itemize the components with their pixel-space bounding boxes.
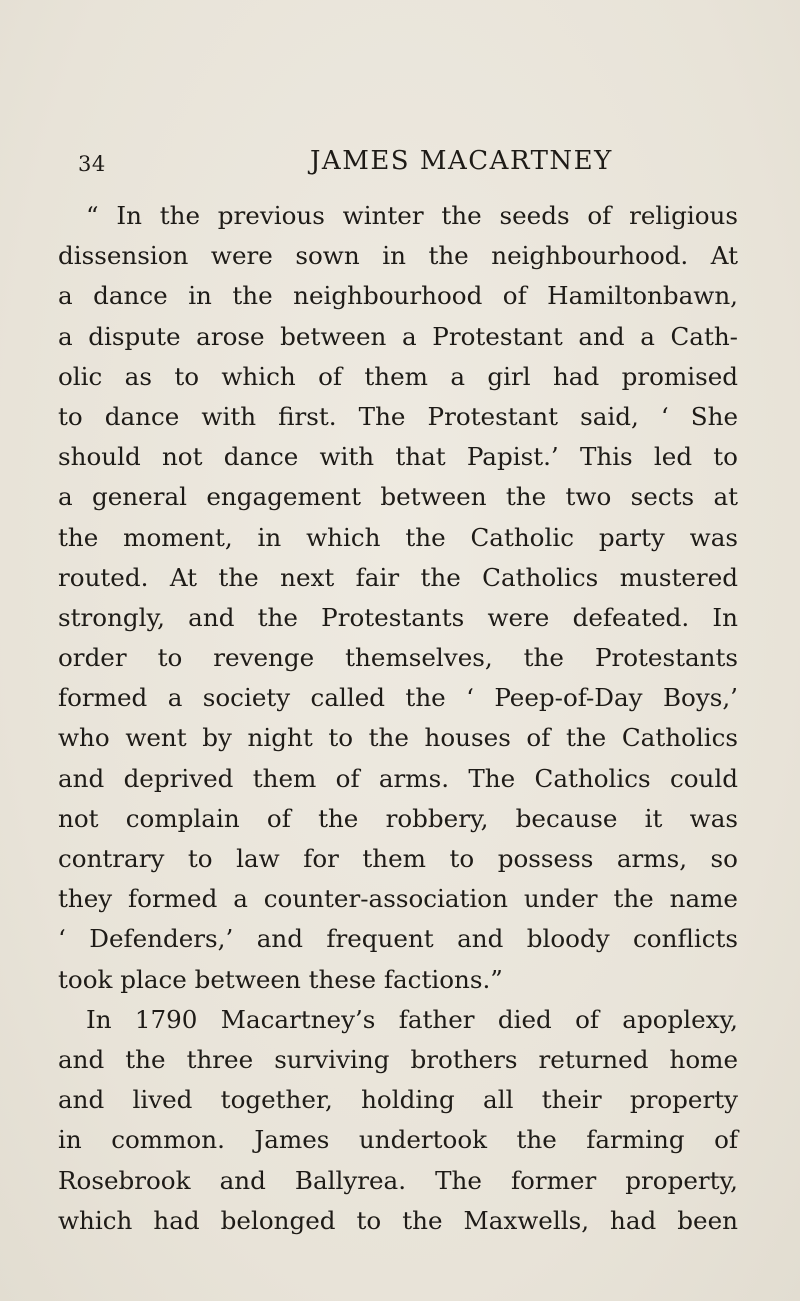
page-number: 34 <box>78 152 106 176</box>
text-line: took place between these factions.” <box>58 964 503 994</box>
text-line: formed a society called the ‘ Peep-of-Day Boys,’ <box>58 683 738 713</box>
text-line: contrary to law for them to possess arms, so <box>58 844 738 873</box>
text-line: in common. James undertook the farming of <box>58 1125 738 1155</box>
text-line: routed. At the next fair the Catholics mustered <box>58 562 738 592</box>
text-line: the moment, in which the Catholic party was <box>58 522 738 552</box>
text-line: In 1790 Macartney’s father died of apoplexy, <box>86 1004 738 1034</box>
text-line: Rosebrook and Ballyrea. The former property, <box>58 1165 738 1195</box>
text-line: order to revenge themselves, the Protestants <box>58 643 738 673</box>
text-line: they formed a counter-association under the name <box>58 884 738 914</box>
text-line: dissension were sown in the neighbourhood. At <box>58 241 738 271</box>
text-line: strongly, and the Protestants were defeated. In <box>58 602 738 632</box>
text-line: and deprived them of arms. The Catholics could <box>58 763 738 793</box>
text-line: which had belonged to the Maxwells, had been <box>58 1205 738 1235</box>
text-line: ‘ Defenders,’ and frequent and bloody conflicts <box>58 924 738 954</box>
text-line: and lived together, holding all their property <box>58 1085 738 1115</box>
text-line: who went by night to the houses of the Catholics <box>58 723 738 753</box>
text-line: olic as to which of them a girl had promised <box>58 361 738 391</box>
text-line: a dispute arose between a Protestant and a Cath- <box>58 321 738 351</box>
text-line: a dance in the neighbourhood of Hamiltonbawn, <box>58 281 738 311</box>
text-line: a general engagement between the two sects at <box>58 482 738 512</box>
text-line: and the three surviving brothers returned home <box>58 1044 738 1074</box>
text-line: “ In the previous winter the seeds of religious <box>86 201 738 230</box>
running-title: JAMES MACARTNEY <box>310 146 613 176</box>
text-line: not complain of the robbery, because it was <box>58 803 738 833</box>
body-text <box>58 196 738 1241</box>
text-line: to dance with first. The Protestant said, ‘ She <box>58 401 738 431</box>
running-head <box>78 146 738 186</box>
text-line: should not dance with that Papist.’ This led to <box>58 442 738 472</box>
